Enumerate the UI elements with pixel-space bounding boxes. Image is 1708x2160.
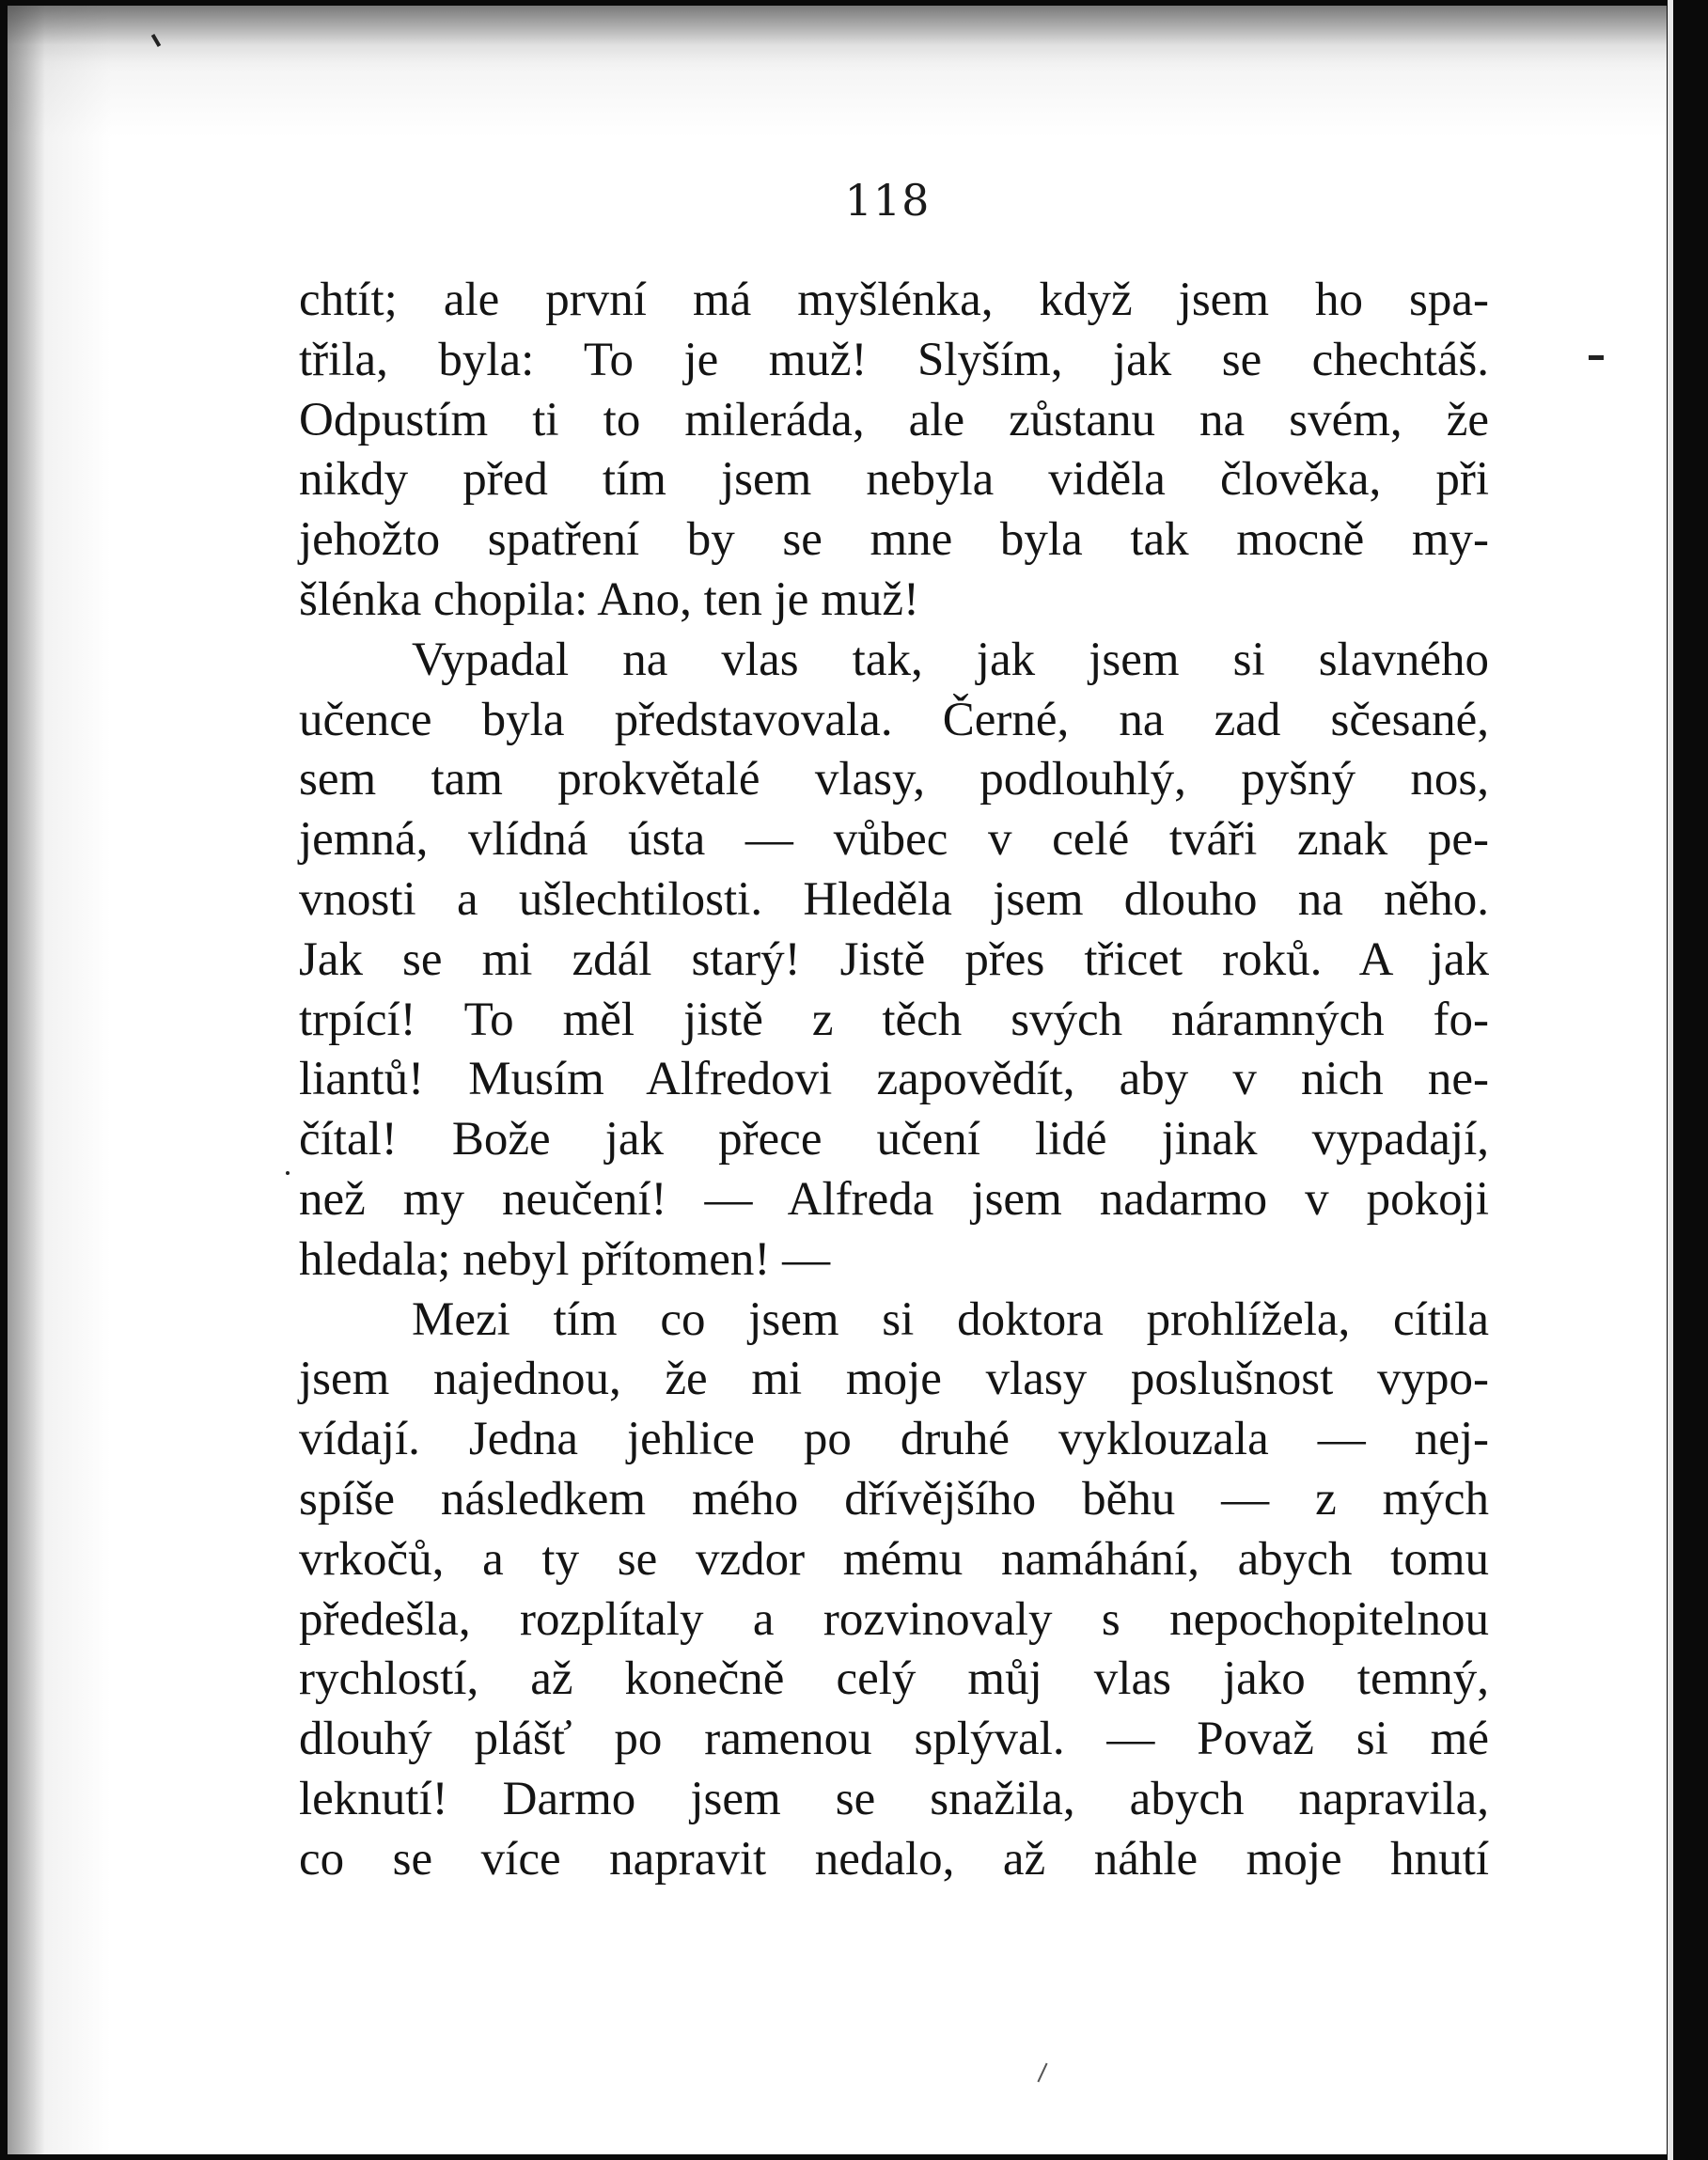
text-line: sem tam prokvětalé vlasy, podlouhlý, pyšný nos, <box>299 753 1489 806</box>
text-line: než my neučení! — Alfreda jsem nadarmo v pokoji <box>299 1172 1489 1226</box>
page-number: 118 <box>844 175 931 226</box>
page-top-shadow <box>8 6 1667 71</box>
text-line: chtít; ale první má myšlénka, když jsem ho spa- <box>299 274 1489 326</box>
text-line: čítal! Bože jak přece učení lidé jinak vypadají, <box>299 1113 1489 1166</box>
scan-speck <box>1589 355 1604 360</box>
text-line: leknutí! Darmo jsem se snažila, abych napravila, <box>299 1772 1489 1825</box>
text-line: Jak se mi zdál starý! Jistě přes třicet roků. A jak <box>299 932 1489 986</box>
text-line: jehožto spatření by se mne byla tak mocně my- <box>299 513 1489 567</box>
text-line: jsem najednou, že mi moje vlasy poslušnost vypo- <box>299 1353 1489 1406</box>
text-line: spíše následkem mého dřívějšího běhu — z mých <box>299 1472 1489 1526</box>
text-line: rychlostí, až konečně celý můj vlas jako temný, <box>299 1652 1489 1706</box>
text-line: liantů! Musím Alfredovi zapovědít, aby v nich ne- <box>299 1053 1489 1106</box>
text-line: vrkočů, a ty se vzdor mému namáhání, abych tomu <box>299 1532 1489 1586</box>
text-line: jemná, vlídná ústa — vůbec v celé tváři znak pe- <box>299 813 1489 867</box>
text-line: nikdy před tím jsem nebyla viděla člověka, při <box>299 453 1489 507</box>
text-line: Vypadal na vlas tak, jak jsem si slavného <box>412 633 1489 686</box>
text-line: vnosti a ušlechtilosti. Hleděla jsem dlouho na něho. <box>299 872 1489 926</box>
page-left-shadow <box>8 6 45 2154</box>
text-line: Mezi tím co jsem si doktora prohlížela, cítila <box>412 1292 1489 1346</box>
text-line: trpící! To měl jistě z těch svých náramných fo- <box>299 993 1489 1046</box>
text-line: předešla, rozplítaly a rozvinovaly s nepochopitelnou <box>299 1592 1489 1646</box>
body-text <box>299 271 1489 1890</box>
page-right-edge <box>1668 0 1673 2160</box>
scan-speck <box>1037 2063 1047 2083</box>
text-line: hledala; nebyl přítomen! — <box>299 1232 831 1286</box>
text-line: co se více napravit nedalo, až náhle moje hnutí <box>299 1832 1489 1886</box>
scan-speck <box>286 1171 290 1175</box>
text-line: šlénka chopila: Ano, ten je muž! <box>299 572 919 626</box>
text-line: vídají. Jedna jehlice po druhé vyklouzala — nej- <box>299 1413 1489 1466</box>
text-line: dlouhý plášť po ramenou splýval. — Považ si mé <box>299 1713 1489 1766</box>
text-line: učence byla představovala. Černé, na zad sčesané, <box>299 693 1489 746</box>
text-line: třila, byla: To je muž! Slyším, jak se chechtáš. <box>299 333 1489 386</box>
text-line: Odpustím ti to mileráda, ale zůstanu na svém, že <box>299 393 1489 446</box>
